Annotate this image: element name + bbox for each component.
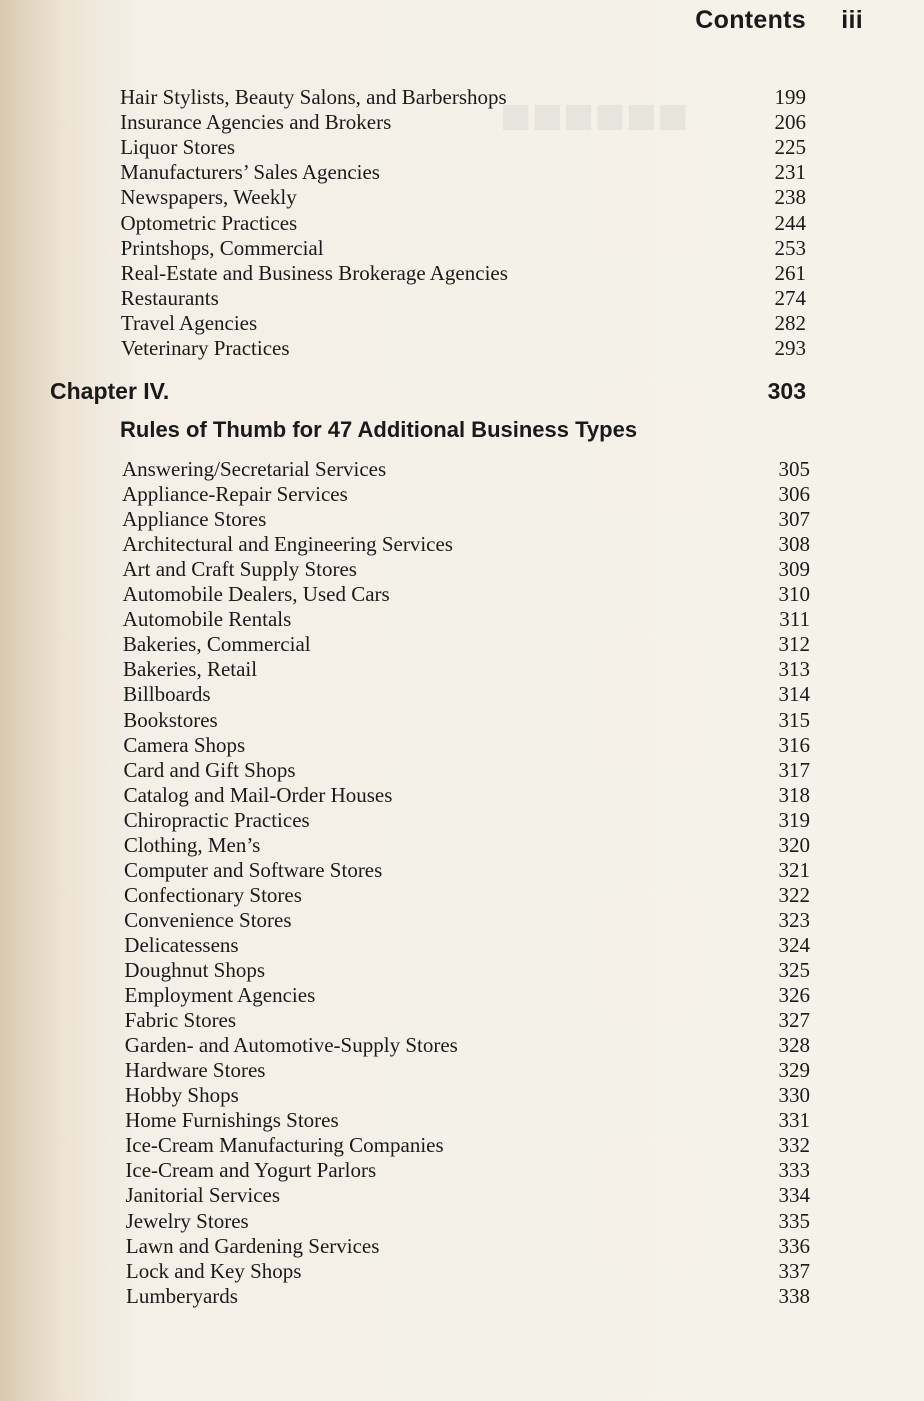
- toc-entry: [123, 708, 810, 733]
- toc-entry-title: Answering/Secretarial Services: [122, 457, 387, 481]
- toc-entry-title: Jewelry Stores: [125, 1208, 249, 1233]
- toc-entry-page-number: 329: [778, 1058, 810, 1083]
- toc-entry-page-number: 306: [778, 482, 810, 507]
- toc-entry-title: Insurance Agencies and Brokers: [120, 110, 392, 135]
- toc-entry: [125, 1108, 810, 1133]
- toc-entry-title: Appliance Stores: [122, 507, 267, 532]
- toc-entry: [125, 1083, 810, 1108]
- toc-entry-title: Automobile Rentals: [122, 607, 292, 632]
- chapter-subtitle: Rules of Thumb for 47 Additional Business Types: [120, 417, 638, 442]
- toc-entry-page-number: 328: [778, 1033, 810, 1058]
- toc-entry: [124, 783, 810, 808]
- toc-entry-page-number: 305: [778, 457, 810, 481]
- toc-entry: [123, 733, 810, 758]
- toc-entry-title: Automobile Dealers, Used Cars: [122, 582, 390, 607]
- toc-entry-page-number: 199: [774, 85, 806, 109]
- running-head-page-number: iii: [841, 6, 864, 34]
- toc-entry: [123, 632, 810, 657]
- toc-entry-page-number: 321: [778, 857, 810, 882]
- toc-entry-page-number: 326: [778, 983, 810, 1008]
- toc-entry-title: Travel Agencies: [120, 310, 258, 335]
- toc-entry-title: Ice-Cream and Yogurt Parlors: [125, 1158, 377, 1183]
- toc-entry-title: Billboards: [123, 682, 211, 707]
- toc-entry: [124, 908, 810, 933]
- toc-entry-page-number: 310: [778, 582, 810, 607]
- toc-entry-page-number: 316: [778, 732, 810, 757]
- toc-entry: [122, 557, 810, 582]
- toc-entry-title: Art and Craft Supply Stores: [122, 557, 357, 582]
- toc-entry-title: Hobby Shops: [125, 1083, 239, 1108]
- toc-entry-page-number: 318: [778, 782, 810, 807]
- toc-entry-title: Employment Agencies: [124, 983, 316, 1008]
- toc-entry-page-number: 225: [774, 135, 806, 160]
- toc-entry: [125, 983, 810, 1008]
- toc-entry-page-number: 338: [778, 1283, 810, 1308]
- toc-entry: [125, 1058, 810, 1083]
- toc-entry-page-number: 308: [778, 532, 810, 557]
- toc-entry-page-number: 238: [774, 185, 806, 210]
- toc-entry-page-number: 337: [778, 1258, 810, 1283]
- toc-entry: [126, 1284, 810, 1309]
- toc-entry: [122, 482, 810, 507]
- toc-entry-page-number: 325: [778, 958, 810, 982]
- toc-entry-page-number: 313: [778, 657, 810, 682]
- toc-entry-title: Lock and Key Shops: [125, 1258, 302, 1283]
- toc-entry-title: Card and Gift Shops: [123, 757, 296, 782]
- toc-entry-page-number: 315: [778, 707, 810, 732]
- toc-entry-page-number: 331: [778, 1108, 810, 1133]
- toc-entry-page-number: 274: [774, 285, 806, 310]
- toc-entry-page-number: 206: [774, 110, 806, 135]
- toc-entry-page-number: 282: [774, 310, 806, 335]
- toc-entry: [125, 1133, 810, 1158]
- toc-entry-title: Lumberyards: [126, 1283, 238, 1308]
- bleed-through-heading: ■■■■■■: [500, 87, 689, 145]
- toc-entry: [126, 1234, 810, 1259]
- toc-entry: [123, 582, 810, 607]
- toc-entry-page-number: 253: [774, 235, 806, 260]
- toc-entry: [123, 682, 810, 707]
- toc-entry-page-number: 244: [774, 210, 806, 235]
- toc-entry-page-number: 333: [778, 1158, 810, 1183]
- toc-entry-title: Catalog and Mail-Order Houses: [123, 782, 393, 807]
- toc-entry-title: Camera Shops: [123, 732, 246, 757]
- toc-entry-page-number: 327: [778, 1008, 810, 1033]
- toc-entry-page-number: 324: [778, 932, 810, 957]
- toc-entry: [125, 1158, 810, 1183]
- toc-entry-title: Architectural and Engineering Services: [122, 532, 453, 557]
- toc-entry-title: Hair Stylists, Beauty Salons, and Barbershops: [120, 85, 507, 109]
- toc-entry: [125, 1008, 810, 1033]
- toc-entry: [124, 858, 810, 883]
- toc-entry-title: Chiropractic Practices: [123, 807, 310, 832]
- toc-entry-page-number: 335: [778, 1208, 810, 1233]
- toc-entry: [124, 933, 810, 958]
- toc-entry: [124, 883, 810, 908]
- toc-entry: [124, 833, 810, 858]
- toc-entry: [122, 457, 810, 482]
- toc-entry-title: Restaurants: [120, 285, 219, 310]
- toc-entry-page-number: 332: [778, 1133, 810, 1158]
- toc-entry: [124, 958, 810, 983]
- toc-entry-page-number: 307: [778, 507, 810, 532]
- toc-entry-title: Manufacturers’ Sales Agencies: [120, 160, 380, 185]
- toc-entry-page-number: 261: [774, 260, 806, 285]
- toc-entry-page-number: 334: [778, 1183, 810, 1208]
- toc-entry-title: Appliance-Repair Services: [122, 482, 348, 507]
- toc-entry: [124, 808, 810, 833]
- toc-entry-page-number: 330: [778, 1083, 810, 1108]
- toc-entry: [126, 1259, 810, 1284]
- toc-entry-page-number: 319: [778, 807, 810, 832]
- toc-entry-page-number: 320: [778, 832, 810, 857]
- toc-entry-title: Delicatessens: [124, 932, 239, 957]
- toc-entry-page-number: 336: [778, 1233, 810, 1258]
- toc-entry-page-number: 322: [778, 882, 810, 907]
- toc-entry-title: Garden- and Automotive-Supply Stores: [124, 1033, 458, 1058]
- toc-entry-title: Home Furnishings Stores: [125, 1108, 339, 1133]
- toc-entry: [126, 1209, 810, 1234]
- toc-entry-page-number: 309: [778, 557, 810, 582]
- toc-entry-title: Newspapers, Weekly: [120, 185, 297, 210]
- toc-entry-title: Doughnut Shops: [124, 958, 266, 982]
- toc-entry: [122, 532, 810, 557]
- toc-entry: [122, 507, 810, 532]
- toc-entry-title: Computer and Software Stores: [123, 857, 383, 882]
- toc-entry-page-number: 323: [778, 907, 810, 932]
- toc-entry: [123, 607, 810, 632]
- toc-entry-title: Ice-Cream Manufacturing Companies: [125, 1133, 444, 1158]
- toc-entry-page-number: 312: [778, 632, 810, 657]
- toc-entry-title: Janitorial Services: [125, 1183, 281, 1208]
- toc-entry-page-number: 317: [778, 757, 810, 782]
- toc-entry: [123, 657, 810, 682]
- toc-entry-page-number: 314: [778, 682, 810, 707]
- toc-entry-page-number: 311: [779, 607, 810, 632]
- toc-entry-title: Printshops, Commercial: [120, 235, 324, 260]
- toc-entry-page-number: 293: [774, 336, 806, 360]
- toc-entry-page-number: 231: [774, 160, 806, 185]
- toc-entry: [126, 1183, 810, 1208]
- toc-entry: [123, 758, 810, 783]
- toc-entry-title: Veterinary Practices: [121, 336, 290, 360]
- toc-entry-title: Hardware Stores: [124, 1058, 266, 1083]
- toc-entry-title: Fabric Stores: [124, 1008, 237, 1033]
- running-head-title: Contents: [695, 6, 806, 34]
- toc-entry-title: Confectionary Stores: [124, 882, 302, 907]
- toc-entry: [125, 1033, 810, 1058]
- chapter-label: Chapter IV.: [50, 378, 170, 404]
- chapter-page-number: 303: [767, 378, 806, 404]
- toc-entry-title: Bakeries, Retail: [122, 657, 258, 682]
- toc-entry-title: Bakeries, Commercial: [122, 632, 311, 657]
- toc-entry-title: Lawn and Gardening Services: [125, 1233, 380, 1258]
- toc-entry-title: Bookstores: [123, 707, 218, 732]
- toc-entry-title: Optometric Practices: [120, 210, 298, 235]
- toc-entry-title: Convenience Stores: [124, 907, 292, 932]
- toc-entry-title: Clothing, Men’s: [123, 832, 261, 857]
- toc-entry-title: Real-Estate and Business Brokerage Agencies: [120, 260, 508, 285]
- toc-entry-title: Liquor Stores: [120, 135, 236, 160]
